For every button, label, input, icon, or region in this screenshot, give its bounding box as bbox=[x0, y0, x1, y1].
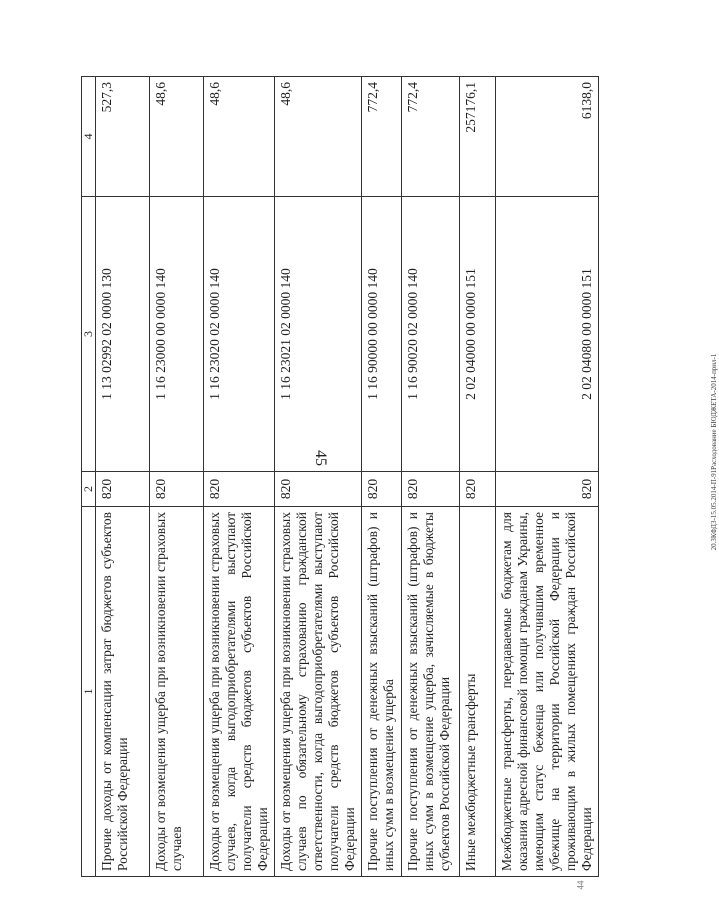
page-number: 45 bbox=[312, 450, 329, 466]
row-amount: 257176,1 bbox=[460, 77, 496, 197]
row-budget-code: 1 16 90000 00 0000 140 bbox=[362, 197, 402, 472]
row-description: Доходы от возмещения ущерба при возникновении страховых случаев, когда выгодоприобретателями выступают получатели средств бюджетов субъектов Российской Федерации bbox=[204, 507, 275, 877]
row-budget-code: 1 16 23000 00 0000 140 bbox=[150, 197, 204, 472]
row-budget-code: 1 16 23021 02 0000 140 bbox=[275, 197, 362, 472]
row-description: Доходы от возмещения ущерба при возникновении страховых случаев bbox=[150, 507, 204, 877]
rotated-table-container bbox=[81, 77, 623, 877]
row-admin-code: 820 bbox=[275, 472, 362, 507]
row-amount: 48,6 bbox=[150, 77, 204, 197]
header-col-1: 1 bbox=[82, 507, 96, 877]
table-row bbox=[96, 77, 150, 877]
row-amount: 6138,0 bbox=[496, 77, 599, 197]
row-admin-code: 820 bbox=[460, 472, 496, 507]
table-row bbox=[150, 77, 204, 877]
header-row bbox=[82, 77, 96, 877]
table-row bbox=[460, 77, 496, 877]
row-budget-code: 1 13 02992 02 0000 130 bbox=[96, 197, 150, 472]
row-description: Межбюджетные трансферты, передаваемые бюджетам для оказания адресной финансовой помощи гражданам Украины, имеющим статус беженца или получившим временное убежище на территории Российской Федерации и проживающим в жилых помещениях граждан Российской Федерации bbox=[496, 507, 599, 877]
row-amount: 772,4 bbox=[402, 77, 460, 197]
footer-document-code: 20.ЗКФДЗ-15.05.2014-П-91Расходование БЮДЖЕТА-2014-прил-1 bbox=[710, 353, 718, 551]
row-description: Иные межбюджетные трансферты bbox=[460, 507, 496, 877]
table-row bbox=[275, 77, 362, 877]
row-admin-code: 820 bbox=[150, 472, 204, 507]
row-admin-code: 820 bbox=[496, 472, 599, 507]
row-description: Прочие поступления от денежных взысканий (штрафов) и иных сумм в возмещение ущерба bbox=[362, 507, 402, 877]
header-col-2: 2 bbox=[82, 472, 96, 507]
row-admin-code: 820 bbox=[402, 472, 460, 507]
header-col-4: 4 bbox=[82, 77, 96, 197]
row-amount: 48,6 bbox=[204, 77, 275, 197]
table-row bbox=[402, 77, 460, 877]
table-row bbox=[204, 77, 275, 877]
row-description: Доходы от возмещения ущерба при возникновении страховых случаев по обязательному страхованию гражданской ответственности, когда выгодоприобретателями выступают получатели средств бюджетов субъектов Российской Федерации bbox=[275, 507, 362, 877]
row-description: Прочие доходы от компенсации затрат бюджетов субъектов Российской Федерации bbox=[96, 507, 150, 877]
row-admin-code: 820 bbox=[96, 472, 150, 507]
row-amount: 48,6 bbox=[275, 77, 362, 197]
row-admin-code: 820 bbox=[204, 472, 275, 507]
row-budget-code: 2 02 04000 00 0000 151 bbox=[460, 197, 496, 472]
row-description: Прочие поступления от денежных взысканий (штрафов) и иных сумм в возмещение ущерба, зачисляемые в бюджеты субъектов Российской Федерации bbox=[402, 507, 460, 877]
row-budget-code: 1 16 23020 02 0000 140 bbox=[204, 197, 275, 472]
row-budget-code: 2 02 04080 00 0000 151 bbox=[496, 197, 599, 472]
row-admin-code: 820 bbox=[362, 472, 402, 507]
table-row bbox=[362, 77, 402, 877]
corner-mark: 44 bbox=[575, 880, 586, 890]
header-col-3: 3 bbox=[82, 197, 96, 472]
row-amount: 772,4 bbox=[362, 77, 402, 197]
revenue-table bbox=[81, 76, 599, 877]
row-budget-code: 1 16 90020 02 0000 140 bbox=[402, 197, 460, 472]
row-amount: 527,3 bbox=[96, 77, 150, 197]
table-row bbox=[496, 77, 599, 877]
